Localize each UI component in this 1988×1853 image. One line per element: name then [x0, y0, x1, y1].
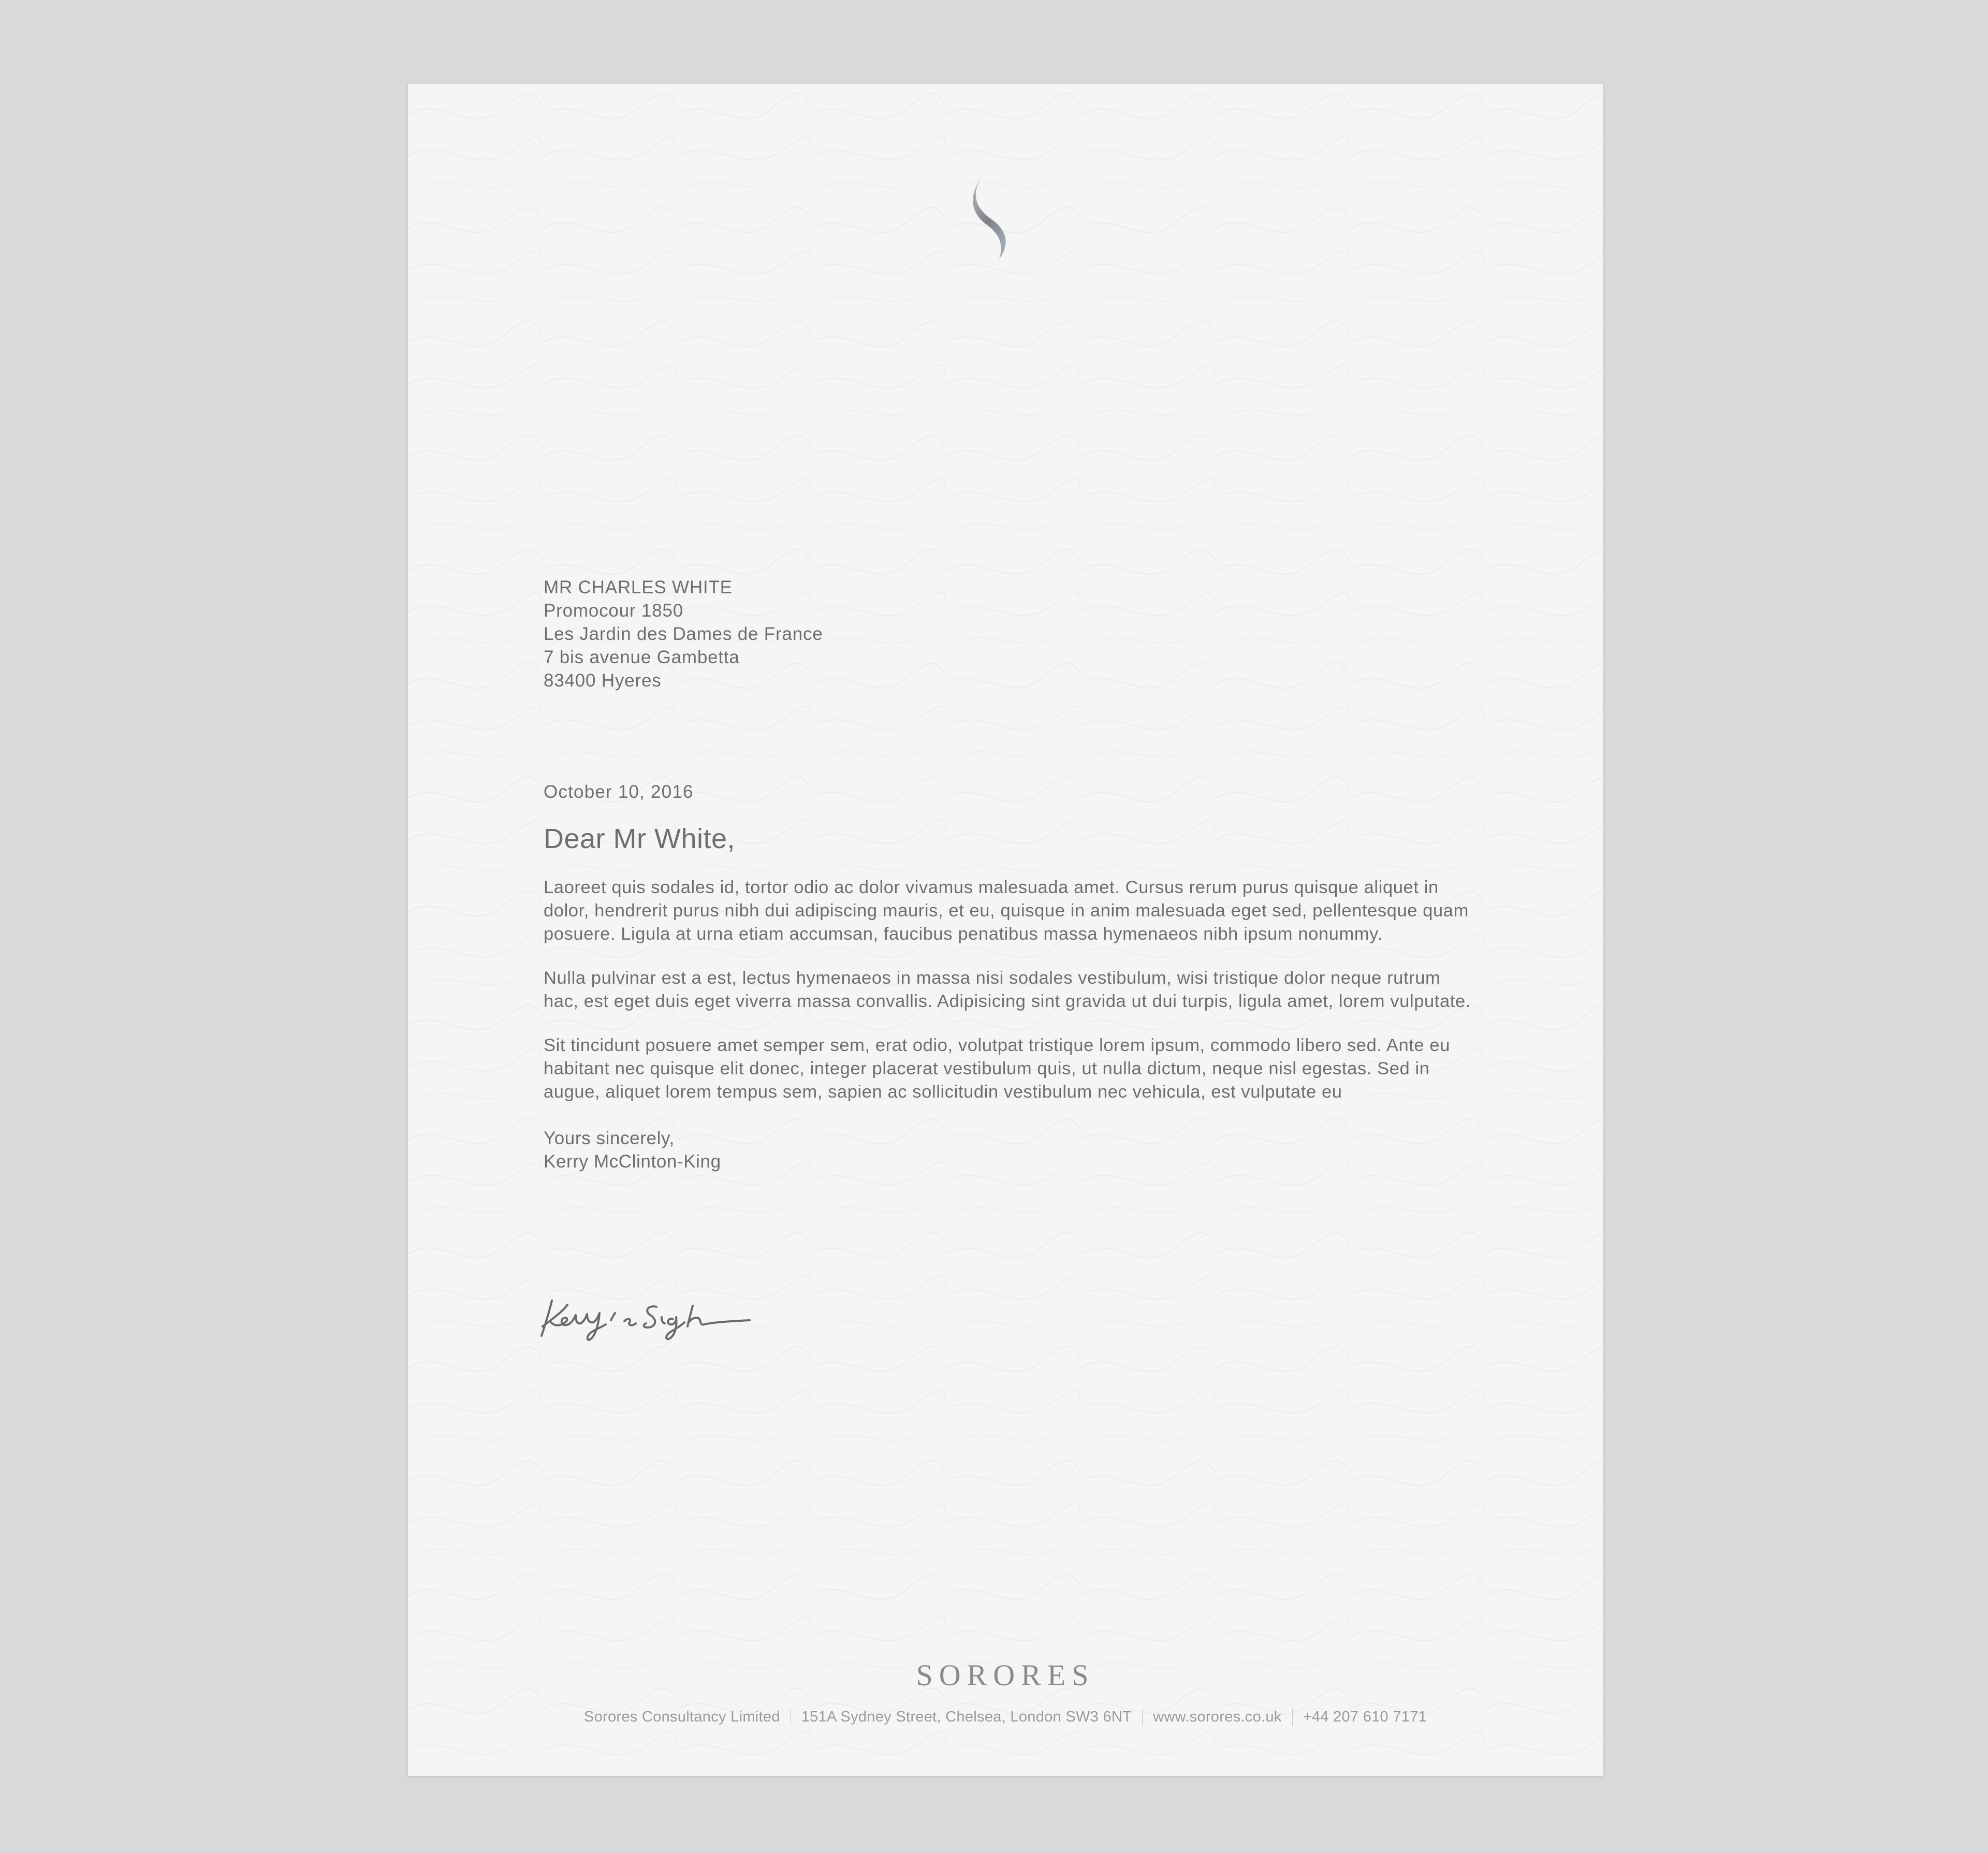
footer-address: 151A Sydney Street, Chelsea, London SW3 6NT [801, 1709, 1132, 1725]
closing [544, 1127, 1475, 1173]
salutation: Dear Mr White, [544, 823, 736, 854]
letter-content [544, 576, 1475, 1173]
recipient-name: MR CHARLES WHITE [544, 577, 733, 597]
body-paragraph: Laoreet quis sodales id, tortor odio ac dolor vivamus malesuada amet. Cursus rerum purus quisque aliquet in dolor, hendrerit purus nibh dui adipiscing mauris, et eu, quisque in anim malesuada eget sed, pellentesque quam posuere. Ligula at urna etiam accumsan, faucibus penatibus massa hymenaeos nibh ipsum nonummy. [544, 878, 1469, 944]
letterhead-sheet [408, 84, 1603, 1776]
sender-name: Kerry McClinton-King [544, 1151, 721, 1172]
footer-website: www.sorores.co.uk [1153, 1709, 1282, 1725]
recipient-line: 7 bis avenue Gambetta [544, 647, 740, 667]
s-emblem-icon [962, 171, 1029, 264]
recipient-line: 83400 Hyeres [544, 670, 662, 691]
handwritten-signature [537, 1290, 765, 1342]
recipient-line: Promocour 1850 [544, 601, 683, 621]
footer-phone: +44 207 610 7171 [1303, 1709, 1427, 1725]
recipient-address [544, 576, 1475, 692]
brand-wordmark: SORORES [916, 1658, 1095, 1692]
footer-company: Sorores Consultancy Limited [583, 1709, 780, 1725]
closing-phrase: Yours sincerely, [544, 1128, 675, 1148]
recipient-line: Les Jardin des Dames de France [544, 624, 823, 644]
body-paragraph: Nulla pulvinar est a est, lectus hymenaeos in massa nisi sodales vestibulum, wisi tristique dolor neque rutrum hac, est eget duis eget viverra massa convallis. Adipisicing sint gravida ut dui turpis, ligula amet, lorem vulputate. [544, 968, 1471, 1011]
body-paragraph: Sit tincidunt posuere amet semper sem, erat odio, volutpat tristique lorem ipsum, commodo libero sed. Ante eu habitant nec quisque elit donec, integer placerat vestibulum quis, ut nulla dictum, neque nisl egestas. Sed in augue, aliquet lorem tempus sem, sapien ac sollicitudin vestibulum nec vehicula, est vulputate eu [544, 1035, 1450, 1102]
letter-date: October 10, 2016 [544, 782, 694, 802]
footer-contact [408, 1709, 1603, 1726]
